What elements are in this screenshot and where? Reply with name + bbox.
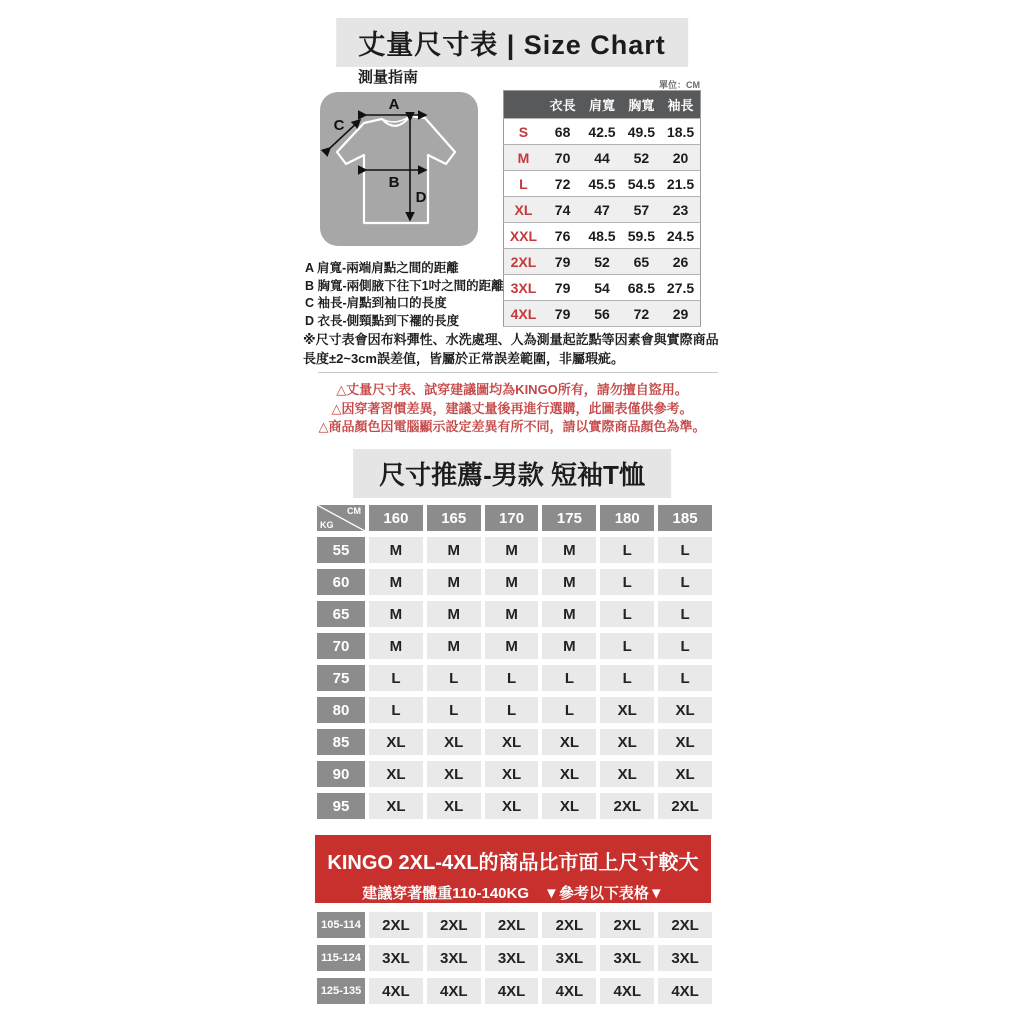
recommended-size-cell: XL bbox=[658, 761, 712, 787]
recommended-size-cell: M bbox=[542, 569, 596, 595]
diagram-label-a: A bbox=[388, 96, 400, 113]
warning-line: △商品顏色因電腦顯示設定差異有所不同，請以實際商品顏色為準。 bbox=[318, 419, 706, 434]
recommended-size-cell: M bbox=[369, 569, 423, 595]
heavy-size-cell: 3XL bbox=[600, 945, 654, 971]
heavy-size-cell: 4XL bbox=[600, 978, 654, 1004]
recommended-size-cell: M bbox=[427, 569, 481, 595]
size-table-column-header: 衣長 bbox=[543, 91, 582, 119]
heavy-size-cell: 3XL bbox=[658, 945, 712, 971]
measurement-value: 68.5 bbox=[622, 275, 661, 301]
recommended-size-cell: XL bbox=[542, 761, 596, 787]
measurement-value: 54.5 bbox=[622, 171, 661, 197]
recommended-size-cell: L bbox=[658, 601, 712, 627]
size-table-row bbox=[504, 301, 701, 327]
weight-row-header: 80 bbox=[317, 697, 365, 723]
matrix-corner-cell bbox=[317, 505, 365, 531]
size-label: 2XL bbox=[504, 249, 543, 275]
heavy-size-cell: 2XL bbox=[369, 912, 423, 938]
measurement-value: 29 bbox=[661, 301, 700, 327]
banner-line2: 建議穿著體重110-140KG ▼參考以下表格▼ bbox=[362, 885, 664, 902]
measurement-value: 27.5 bbox=[661, 275, 700, 301]
heavy-size-cell: 4XL bbox=[427, 978, 481, 1004]
measurement-value: 23 bbox=[661, 197, 700, 223]
matrix-row-unit: KG bbox=[320, 520, 334, 530]
heavy-size-cell: 4XL bbox=[485, 978, 539, 1004]
tshirt-measurement-diagram bbox=[320, 92, 478, 251]
size-table-column-header: 袖長 bbox=[661, 91, 700, 119]
size-table-column-header: 肩寬 bbox=[582, 91, 621, 119]
recommended-size-cell: XL bbox=[600, 729, 654, 755]
measurement-value: 47 bbox=[582, 197, 621, 223]
heavy-size-cell: 3XL bbox=[542, 945, 596, 971]
measure-note-d: D 衣長-側頸點到下襬的長度 bbox=[305, 313, 460, 328]
tolerance-note: ※尺寸表會因布料彈性、水洗處理、人為測量起訖點等因素會與實際商品長度±2~3cm誤差值，皆屬於正常誤差範圍，非屬瑕疵。 bbox=[303, 332, 719, 366]
recommended-size-cell: XL bbox=[485, 729, 539, 755]
recommended-size-cell: XL bbox=[542, 793, 596, 819]
diagram-label-c: C bbox=[333, 117, 345, 134]
recommended-size-cell: XL bbox=[369, 761, 423, 787]
measurement-value: 76 bbox=[543, 223, 582, 249]
recommended-size-cell: L bbox=[542, 665, 596, 691]
recommended-size-cell: M bbox=[485, 633, 539, 659]
height-column-header: 165 bbox=[427, 505, 481, 531]
size-table-row bbox=[504, 275, 701, 301]
recommended-size-cell: XL bbox=[542, 729, 596, 755]
size-label: 4XL bbox=[504, 301, 543, 327]
measurement-value: 79 bbox=[543, 301, 582, 327]
measurement-value: 72 bbox=[622, 301, 661, 327]
size-table-row bbox=[504, 119, 701, 145]
measurement-value: 79 bbox=[543, 249, 582, 275]
weight-row-header: 75 bbox=[317, 665, 365, 691]
heavy-weight-row-header: 115-124 bbox=[317, 945, 365, 971]
recommended-size-cell: XL bbox=[658, 729, 712, 755]
measurement-value: 56 bbox=[582, 301, 621, 327]
heavy-size-matrix bbox=[317, 912, 712, 1004]
recommended-size-cell: XL bbox=[600, 697, 654, 723]
recommended-size-cell: XL bbox=[485, 761, 539, 787]
recommended-size-cell: L bbox=[600, 601, 654, 627]
oversize-banner bbox=[315, 835, 711, 903]
recommended-size-cell: XL bbox=[369, 793, 423, 819]
recommended-size-cell: 2XL bbox=[600, 793, 654, 819]
recommended-size-cell: M bbox=[542, 537, 596, 563]
measurement-value: 45.5 bbox=[582, 171, 621, 197]
measurement-value: 52 bbox=[582, 249, 621, 275]
heavy-size-cell: 4XL bbox=[542, 978, 596, 1004]
size-label: S bbox=[504, 119, 543, 145]
recommended-size-cell: XL bbox=[427, 729, 481, 755]
size-label: M bbox=[504, 145, 543, 171]
recommended-size-cell: M bbox=[427, 537, 481, 563]
measurement-value: 42.5 bbox=[582, 119, 621, 145]
weight-row-header: 85 bbox=[317, 729, 365, 755]
heavy-size-cell: 2XL bbox=[542, 912, 596, 938]
recommended-size-cell: M bbox=[542, 633, 596, 659]
recommended-size-cell: L bbox=[600, 569, 654, 595]
recommended-size-cell: XL bbox=[369, 729, 423, 755]
measurement-value: 20 bbox=[661, 145, 700, 171]
recommended-size-cell: L bbox=[485, 665, 539, 691]
diagram-label-d: D bbox=[415, 189, 427, 206]
height-column-header: 185 bbox=[658, 505, 712, 531]
weight-row-header: 70 bbox=[317, 633, 365, 659]
size-label: XL bbox=[504, 197, 543, 223]
size-table-column-header: 胸寬 bbox=[622, 91, 661, 119]
size-label: L bbox=[504, 171, 543, 197]
size-table-corner-cell bbox=[504, 91, 543, 119]
measurement-value: 74 bbox=[543, 197, 582, 223]
recommended-size-cell: L bbox=[369, 665, 423, 691]
recommended-size-cell: L bbox=[600, 537, 654, 563]
heavy-weight-row-header: 125-135 bbox=[317, 978, 365, 1004]
size-table-row bbox=[504, 145, 701, 171]
recommended-size-cell: M bbox=[369, 633, 423, 659]
weight-row-header: 90 bbox=[317, 761, 365, 787]
size-table-row bbox=[504, 171, 701, 197]
recommended-size-cell: M bbox=[369, 601, 423, 627]
recommended-size-cell: L bbox=[427, 665, 481, 691]
banner-line1: KINGO 2XL-4XL的商品比市面上尺寸較大 bbox=[327, 852, 699, 874]
heavy-size-cell: 4XL bbox=[658, 978, 712, 1004]
recommend-section-title: 尺寸推薦-男款 短袖T恤 bbox=[353, 449, 671, 498]
weight-row-header: 60 bbox=[317, 569, 365, 595]
measurement-value: 72 bbox=[543, 171, 582, 197]
height-column-header: 170 bbox=[485, 505, 539, 531]
recommended-size-cell: L bbox=[600, 665, 654, 691]
recommended-size-cell: M bbox=[427, 633, 481, 659]
warning-line: △丈量尺寸表、試穿建議圖均為KINGO所有，請勿擅自盜用。 bbox=[336, 382, 688, 397]
measurement-value: 65 bbox=[622, 249, 661, 275]
heavy-size-cell: 3XL bbox=[427, 945, 481, 971]
diagram-label-b: B bbox=[388, 174, 400, 191]
height-column-header: 160 bbox=[369, 505, 423, 531]
heavy-weight-row-header: 105-114 bbox=[317, 912, 365, 938]
recommended-size-cell: M bbox=[542, 601, 596, 627]
recommended-size-cell: L bbox=[600, 633, 654, 659]
measurement-value: 26 bbox=[661, 249, 700, 275]
recommended-size-cell: XL bbox=[485, 793, 539, 819]
heavy-size-cell: 2XL bbox=[485, 912, 539, 938]
recommended-size-cell: M bbox=[369, 537, 423, 563]
recommended-size-cell: L bbox=[427, 697, 481, 723]
matrix-col-unit: CM bbox=[347, 506, 361, 516]
measurement-value: 59.5 bbox=[622, 223, 661, 249]
recommended-size-cell: L bbox=[542, 697, 596, 723]
measure-note-a: A 肩寬-兩端肩點之間的距離 bbox=[305, 261, 459, 275]
weight-row-header: 65 bbox=[317, 601, 365, 627]
recommended-size-cell: XL bbox=[658, 697, 712, 723]
heavy-size-cell: 2XL bbox=[600, 912, 654, 938]
measure-note-c: C 袖長-肩點到袖口的長度 bbox=[305, 296, 447, 310]
garment-size-table bbox=[503, 90, 701, 327]
measurement-value: 48.5 bbox=[582, 223, 621, 249]
recommended-size-cell: XL bbox=[600, 761, 654, 787]
measurement-value: 70 bbox=[543, 145, 582, 171]
measurement-value: 57 bbox=[622, 197, 661, 223]
heavy-size-cell: 3XL bbox=[369, 945, 423, 971]
recommended-size-cell: M bbox=[485, 601, 539, 627]
recommended-size-cell: L bbox=[485, 697, 539, 723]
measurement-value: 24.5 bbox=[661, 223, 700, 249]
weight-row-header: 95 bbox=[317, 793, 365, 819]
measure-notes bbox=[305, 260, 504, 330]
measurement-value: 79 bbox=[543, 275, 582, 301]
heavy-size-cell: 3XL bbox=[485, 945, 539, 971]
height-column-header: 180 bbox=[600, 505, 654, 531]
size-recommend-matrix bbox=[317, 505, 712, 819]
measurement-value: 54 bbox=[582, 275, 621, 301]
measurement-value: 49.5 bbox=[622, 119, 661, 145]
warning-notes bbox=[319, 381, 706, 437]
weight-row-header: 55 bbox=[317, 537, 365, 563]
recommended-size-cell: M bbox=[485, 569, 539, 595]
size-table-header-row bbox=[504, 91, 701, 119]
measurement-value: 21.5 bbox=[661, 171, 700, 197]
height-column-header: 175 bbox=[542, 505, 596, 531]
warning-line: △因穿著習慣差異，建議丈量後再進行選購，此圖表僅供參考。 bbox=[331, 400, 693, 416]
size-table-row bbox=[504, 249, 701, 275]
recommended-size-cell: L bbox=[658, 537, 712, 563]
recommended-size-cell: L bbox=[658, 569, 712, 595]
recommended-size-cell: M bbox=[427, 601, 481, 627]
measurement-value: 68 bbox=[543, 119, 582, 145]
section-divider bbox=[318, 372, 718, 373]
tshirt-diagram-icon bbox=[320, 92, 478, 246]
measurement-value: 18.5 bbox=[661, 119, 700, 145]
recommended-size-cell: M bbox=[485, 537, 539, 563]
recommended-size-cell: L bbox=[369, 697, 423, 723]
heavy-size-cell: 2XL bbox=[658, 912, 712, 938]
recommended-size-cell: XL bbox=[427, 761, 481, 787]
recommended-size-cell: L bbox=[658, 633, 712, 659]
recommended-size-cell: 2XL bbox=[658, 793, 712, 819]
measure-guide-title: 測量指南 bbox=[358, 69, 419, 86]
size-label: 3XL bbox=[504, 275, 543, 301]
unit-label: 單位：CM bbox=[659, 80, 700, 90]
page-title: 丈量尺寸表 | Size Chart bbox=[336, 18, 688, 67]
recommended-size-cell: XL bbox=[427, 793, 481, 819]
size-label: XXL bbox=[504, 223, 543, 249]
heavy-size-cell: 2XL bbox=[427, 912, 481, 938]
measure-note-b: B 胸寬-兩側腋下往下1吋之間的距離 bbox=[305, 278, 504, 293]
heavy-size-cell: 4XL bbox=[369, 978, 423, 1004]
size-table-row bbox=[504, 223, 701, 249]
recommended-size-cell: L bbox=[658, 665, 712, 691]
size-table-row bbox=[504, 197, 701, 223]
measurement-value: 44 bbox=[582, 145, 621, 171]
measurement-value: 52 bbox=[622, 145, 661, 171]
